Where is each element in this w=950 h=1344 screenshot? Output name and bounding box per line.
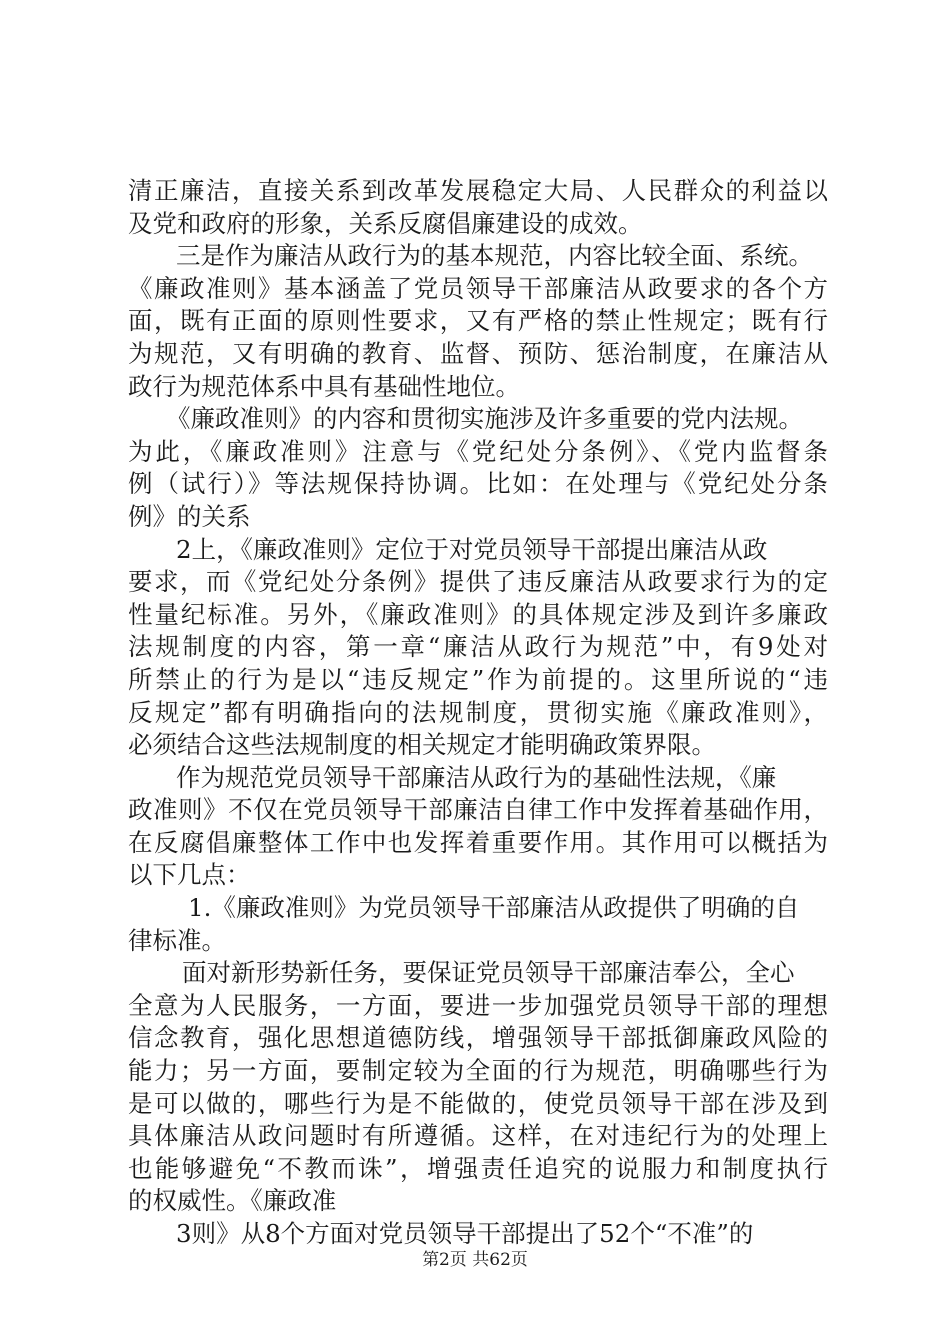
- text-line: 全意为人民服务，一方面，要进一步加强党员领导干部的理想: [128, 990, 828, 1020]
- page-number-indicator: 第2页 共62页: [422, 1250, 528, 1270]
- text-line: 面对新形势新任务，要保证党员领导干部廉洁奉公，全心: [182, 958, 795, 988]
- text-line: 的权威性。《廉政准: [128, 1186, 337, 1216]
- text-line: 以下几点：: [128, 860, 251, 890]
- text-line: 3则》从8个方面对党员领导干部提出了52个“不准”的: [176, 1219, 754, 1248]
- text-line: 及党和政府的形象，关系反腐倡廉建设的成效。: [128, 208, 643, 238]
- text-line: 清正廉洁，直接关系到改革发展稳定大局、人民群众的利益以: [128, 176, 828, 205]
- text-line: 面，既有正面的原则性要求，又有严格的禁止性规定；既有行: [128, 306, 828, 336]
- text-line: 所禁止的行为是以“违反规定”作为前提的。这里所说的“违: [128, 664, 828, 694]
- text-line: 政行为规范体系中具有基础性地位。: [128, 371, 520, 401]
- text-line: 律标准。: [128, 925, 226, 955]
- text-line: 为规范，又有明确的教育、监督、预防、惩治制度，在廉洁从: [128, 338, 828, 368]
- text-line: 法规制度的内容，第一章“廉洁从政行为规范”中，有9处对: [128, 632, 828, 662]
- text-line: 例》的关系: [128, 501, 251, 531]
- text-line: 政准则》不仅在党员领导干部廉洁自律工作中发挥着基础作用，: [128, 795, 828, 825]
- text-line: 是可以做的，哪些行为是不能做的，使党员领导干部在涉及到: [128, 1088, 828, 1118]
- text-line: 也能够避免“不教而诛”，增强责任追究的说服力和制度执行: [128, 1153, 828, 1183]
- text-line: 《廉政准则》基本涵盖了党员领导干部廉洁从政要求的各个方: [128, 273, 828, 303]
- text-line: 性量纪标准。另外，《廉政准则》的具体规定涉及到许多廉政: [128, 599, 828, 629]
- text-line: 在反腐倡廉整体工作中也发挥着重要作用。其作用可以概括为: [128, 827, 828, 857]
- text-line: 三是作为廉洁从政行为的基本规范，内容比较全面、系统。: [176, 241, 813, 271]
- document-body: [128, 175, 828, 1251]
- text-line: 具体廉洁从政问题时有所遵循。这样，在对违纪行为的处理上: [128, 1121, 828, 1151]
- text-line: 必须结合这些法规制度的相关规定才能明确政策界限。: [128, 730, 716, 760]
- text-line: 1.《廉政准则》为党员领导干部廉洁从政提供了明确的自: [188, 893, 800, 923]
- page-footer: [0, 1245, 950, 1270]
- text-line: 能力；另一方面，要制定较为全面的行为规范，明确哪些行为: [128, 1056, 828, 1086]
- text-line: 作为规范党员领导干部廉洁从政行为的基础性法规，《廉: [176, 762, 777, 792]
- text-line: 《廉政准则》的内容和贯彻实施涉及许多重要的党内法规。: [166, 404, 803, 434]
- text-line: 信念教育，强化思想道德防线，增强领导干部抵御廉政风险的: [128, 1023, 828, 1053]
- text-line: 要求，而《党纪处分条例》提供了违反廉洁从政要求行为的定: [128, 567, 828, 597]
- text-line: 为此，《廉政准则》注意与《党纪处分条例》、《党内监督条: [128, 436, 828, 466]
- text-line: 反规定”都有明确指向的法规制度，贯彻实施《廉政准则》，: [128, 697, 828, 727]
- text-line: 2上，《廉政准则》定位于对党员领导干部提出廉洁从政: [176, 534, 768, 564]
- text-line: 例（试行）》等法规保持协调。比如：在处理与《党纪处分条: [128, 469, 828, 499]
